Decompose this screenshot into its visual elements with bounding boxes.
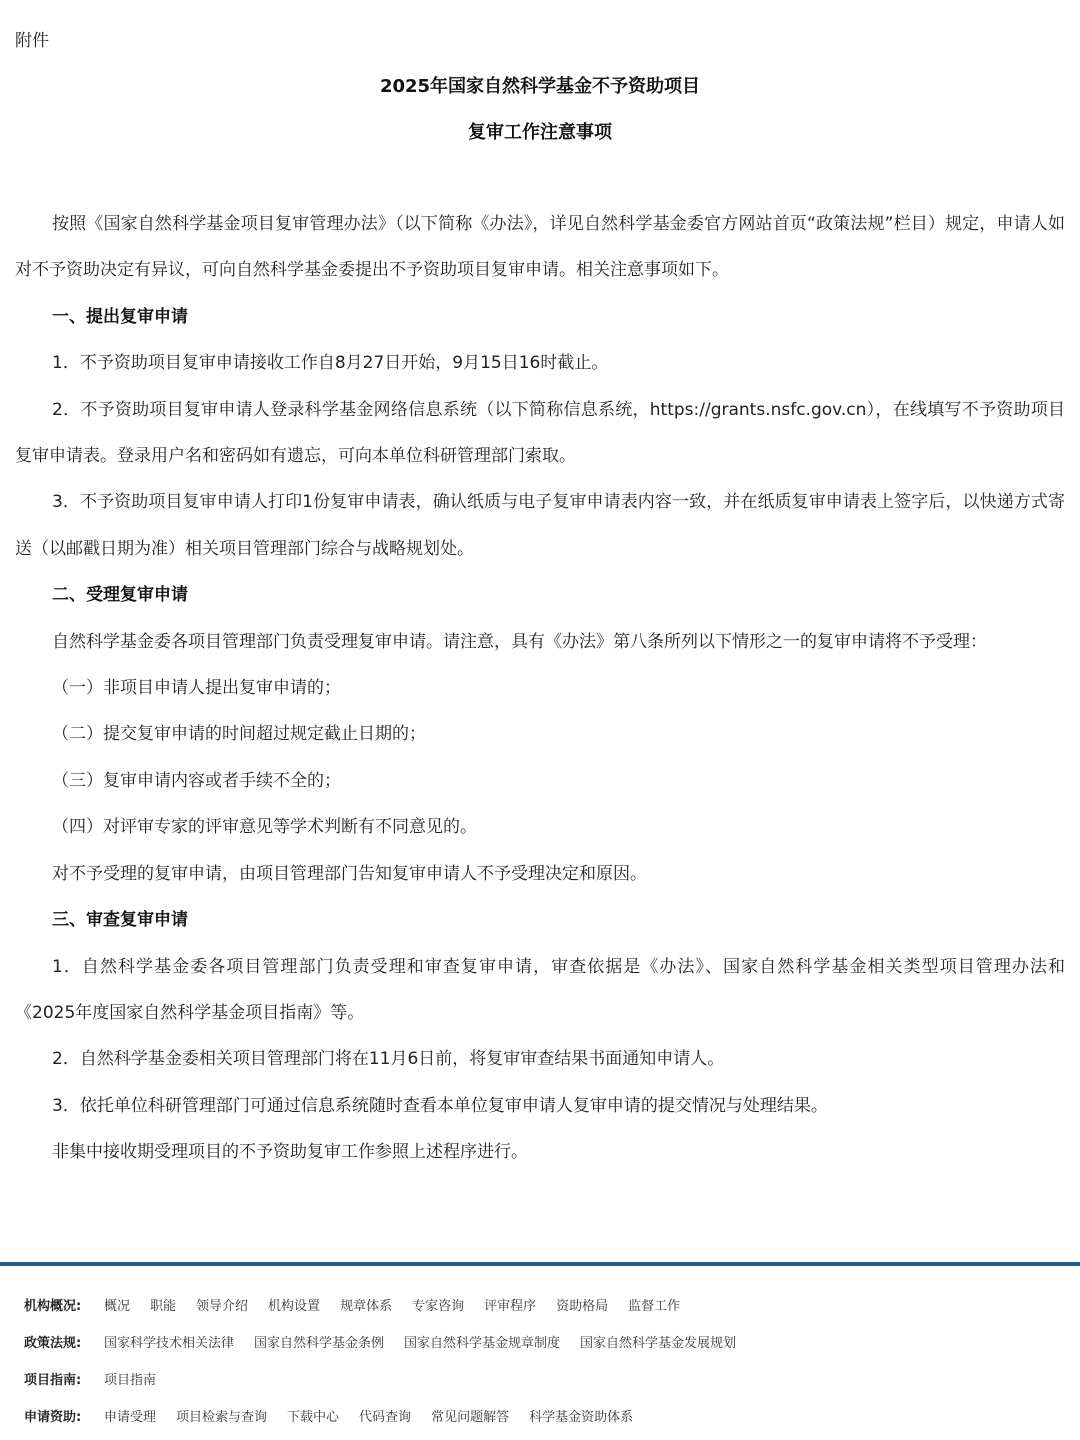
footer-link[interactable]: 国家自然科学基金规章制度 (404, 1336, 561, 1351)
footer-link[interactable]: 项目检索与查询 (176, 1410, 268, 1425)
section-closing: 对不予受理的复审申请，由项目管理部门告知复审申请人不予受理决定和原因。 (52, 863, 647, 884)
document-title: 2025年国家自然科学基金不予资助项目 (379, 76, 701, 97)
footer-link[interactable]: 国家自然科学基金发展规划 (580, 1336, 737, 1351)
footer-link[interactable]: 代码查询 (359, 1410, 412, 1425)
section-item: 2．自然科学基金委相关项目管理部门将在11月6日前，将复审审查结果书面通知申请人。 (52, 1049, 725, 1070)
section-heading: 二、受理复审申请 (52, 585, 188, 606)
footer-link[interactable]: 下载中心 (287, 1410, 340, 1425)
section-item: （一）非项目申请人提出复审申请的； (52, 678, 341, 699)
footer-link[interactable]: 专家咨询 (412, 1299, 465, 1314)
footer-link[interactable]: 监督工作 (628, 1299, 681, 1314)
footer-row-guide (24, 1360, 1064, 1397)
footer-row-label: 机构概况: (24, 1299, 82, 1314)
footer-link[interactable]: 机构设置 (268, 1299, 321, 1314)
section-heading: 一、提出复审申请 (52, 306, 188, 327)
section-item: 1．自然科学基金委各项目管理部门负责受理和审查复审申请，审查依据是《办法》、国家自然科学基金相关类型项目管理办法和《2025年度国家自然科学基金项目指南》等。 (15, 956, 1065, 1023)
footer-row-label: 申请资助: (24, 1410, 82, 1425)
footer-link[interactable]: 职能 (150, 1299, 177, 1314)
footer-nav (24, 1286, 1064, 1434)
section-item: （四）对评审专家的评审意见等学术判断有不同意见的。 (52, 817, 477, 838)
section-item: （三）复审申请内容或者手续不全的； (52, 770, 341, 791)
section-intro: 自然科学基金委各项目管理部门负责受理复审申请。请注意，具有《办法》第八条所列以下情形之一的复审申请将不予受理： (52, 631, 987, 652)
footer-divider (0, 1262, 1080, 1266)
footer-link[interactable]: 资助格局 (556, 1299, 609, 1314)
footer-row-label: 政策法规: (24, 1336, 82, 1351)
intro-paragraph: 按照《国家自然科学基金项目复审管理办法》（以下简称《办法》，详见自然科学基金委官方网站首页“政策法规”栏目）规定，申请人如对不予资助决定有异议，可向自然科学基金委提出不予资助项目复审申请。相关注意事项如下。 (15, 214, 1065, 281)
closing-note: 非集中接收期受理项目的不予资助复审工作参照上述程序进行。 (52, 1142, 528, 1163)
footer-link[interactable]: 国家科学技术相关法律 (104, 1336, 235, 1351)
footer-row-funding (24, 1397, 1064, 1434)
footer-link[interactable]: 申请受理 (104, 1410, 157, 1425)
document-body (15, 201, 1065, 1176)
footer-link[interactable]: 领导介绍 (196, 1299, 249, 1314)
section-heading: 三、审查复审申请 (52, 910, 188, 931)
footer-link[interactable]: 国家自然科学基金条例 (254, 1336, 385, 1351)
footer-row-institution (24, 1286, 1064, 1323)
section-item: 1．不予资助项目复审申请接收工作自8月27日开始，9月15日16时截止。 (52, 353, 609, 374)
section-item: （二）提交复审申请的时间超过规定截止日期的； (52, 724, 426, 745)
footer-link[interactable]: 规章体系 (340, 1299, 393, 1314)
section-item: 3．不予资助项目复审申请人打印1份复审申请表，确认纸质与电子复审申请表内容一致，并在纸质复审申请表上签字后，以快递方式寄送（以邮戳日期为准）相关项目管理部门综合与战略规划处。 (15, 492, 1065, 559)
footer-link[interactable]: 评审程序 (484, 1299, 537, 1314)
footer-link[interactable]: 科学基金资助体系 (529, 1410, 634, 1425)
section-item: 2．不予资助项目复审申请人登录科学基金网络信息系统（以下简称信息系统，https://grants.nsfc.gov.cn），在线填写不予资助项目复审申请表。登录用户名和密码如有遗忘，可向本单位科研管理部门索取。 (15, 399, 1065, 467)
attachment-label: 附件 (15, 31, 49, 51)
footer-row-label: 项目指南: (24, 1373, 82, 1388)
footer-link[interactable]: 概况 (104, 1299, 131, 1314)
section-item: 3．依托单位科研管理部门可通过信息系统随时查看本单位复审申请人复审申请的提交情况与处理结果。 (52, 1095, 828, 1116)
footer-row-policy (24, 1323, 1064, 1360)
document-subtitle: 复审工作注意事项 (468, 122, 612, 143)
footer-link[interactable]: 项目指南 (104, 1373, 157, 1388)
footer-link[interactable]: 常见问题解答 (431, 1410, 510, 1425)
